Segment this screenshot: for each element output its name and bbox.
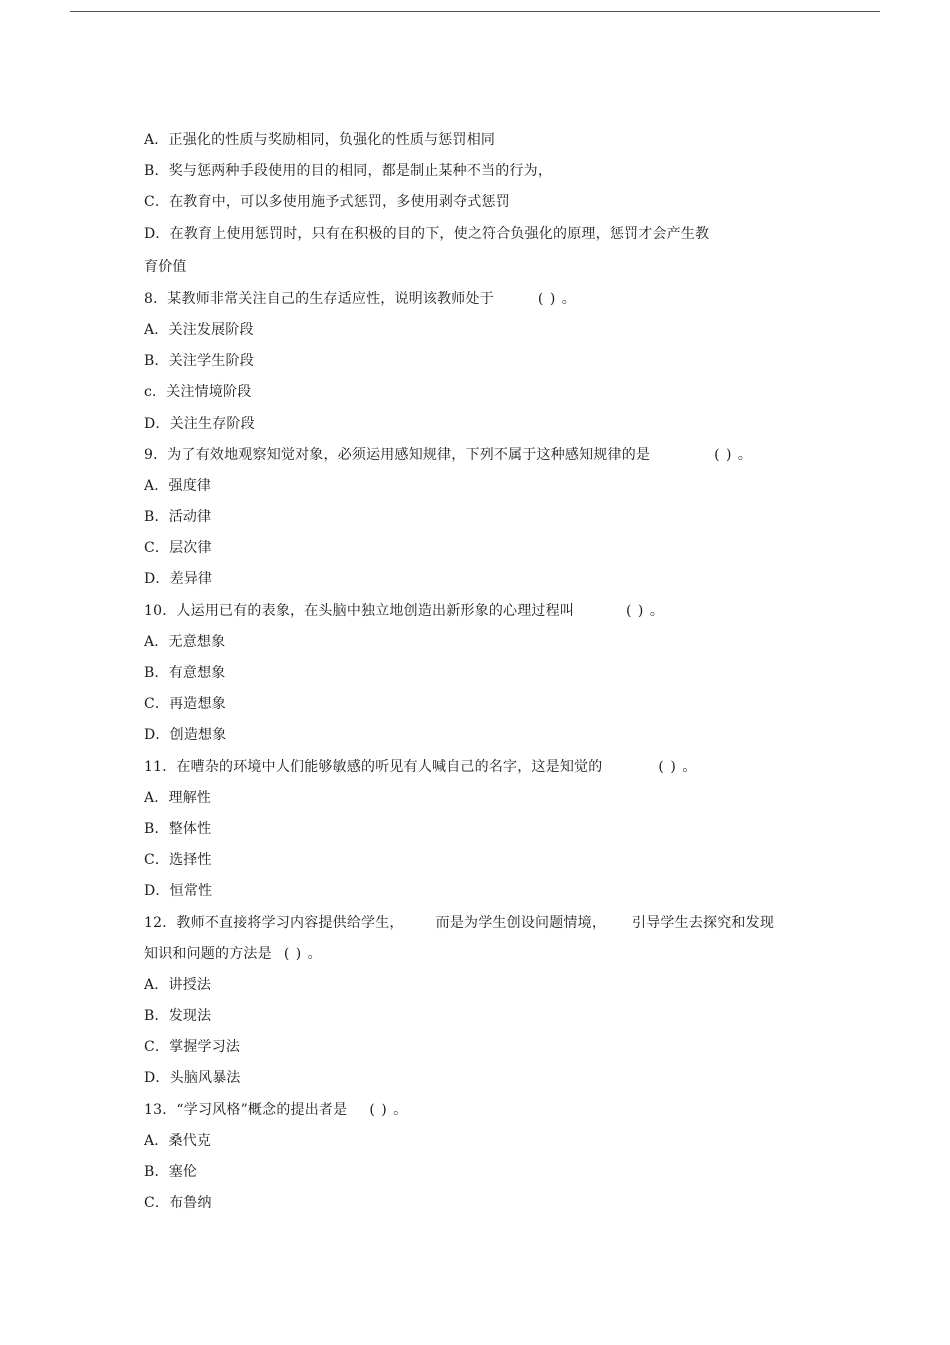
q10-option-a: A．无意想象 bbox=[144, 633, 226, 650]
q11-answer-paren: ( ) 。 bbox=[658, 758, 698, 775]
q9-answer-paren: ( ) 。 bbox=[714, 446, 753, 463]
q9-option-d: D．差异律 bbox=[144, 571, 213, 588]
q10-option-d: D．创造想象 bbox=[144, 727, 227, 744]
q10-option-b: B．有意想象 bbox=[144, 665, 226, 681]
q12-option-c: C．掌握学习法 bbox=[144, 1039, 241, 1056]
q11-stem-text: 11．在嘈杂的环境中人们能够敏感的听见有人喊自己的名字，这是知觉的 bbox=[144, 758, 603, 775]
q13-stem bbox=[144, 1095, 824, 1126]
q12-stem-continuation bbox=[144, 939, 824, 970]
q13-option-b: B．塞伦 bbox=[144, 1164, 198, 1180]
q12-stem-part-2: 而是为学生创设问题情境， bbox=[435, 914, 607, 931]
q12-answer-paren: ( ) 。 bbox=[283, 945, 323, 962]
q11-stem bbox=[144, 752, 824, 783]
q8-option-d: D．关注生存阶段 bbox=[144, 415, 255, 432]
q8-answer-paren: ( ) 。 bbox=[537, 290, 577, 307]
q12-stem-part-1: 12．教师不直接将学习内容提供给学生， bbox=[144, 914, 404, 931]
q8-stem bbox=[144, 284, 824, 315]
q7-option-d: D．在教育上使用惩罚时，只有在积极的目的下，使之符合负强化的原理，惩罚才会产生教 bbox=[144, 225, 710, 242]
q9-stem-text: 9．为了有效地观察知觉对象，必须运用感知规律，下列不属于这种感知规律的是 bbox=[144, 446, 651, 463]
q8-option-a: A．关注发展阶段 bbox=[144, 321, 254, 338]
q7-option-a: A．正强化的性质与奖励相同，负强化的性质与惩罚相同 bbox=[144, 132, 496, 148]
q12-option-a: A．讲授法 bbox=[144, 976, 212, 993]
q12-stem-cont-text: 知识和问题的方法是 bbox=[144, 945, 272, 962]
q7-option-c: C．在教育中，可以多使用施予式惩罚，多使用剥夺式惩罚 bbox=[144, 194, 510, 211]
document-body bbox=[144, 125, 824, 1219]
q12-stem bbox=[144, 908, 824, 939]
q12-option-b: B．发现法 bbox=[144, 1008, 212, 1025]
q11-option-c: C．选择性 bbox=[144, 852, 212, 869]
q10-answer-paren: ( ) 。 bbox=[626, 602, 665, 619]
q9-option-c: C．层次律 bbox=[144, 540, 212, 557]
q10-stem-text: 10．人运用已有的表象，在头脑中独立地创造出新形象的心理过程叫 bbox=[144, 602, 575, 619]
q9-option-b: B．活动律 bbox=[144, 509, 212, 526]
q11-option-a: A．理解性 bbox=[144, 789, 212, 806]
q7-option-d-continuation: 育价值 bbox=[144, 258, 187, 275]
q13-option-a: A．桑代克 bbox=[144, 1132, 212, 1149]
q13-answer-paren: ( ) 。 bbox=[369, 1101, 409, 1118]
q11-option-b: B．整体性 bbox=[144, 820, 212, 837]
q13-stem-text: 13．“学习风格”概念的提出者是 bbox=[144, 1101, 348, 1118]
q10-stem bbox=[144, 596, 824, 627]
q11-option-d: D．恒常性 bbox=[144, 883, 213, 900]
q13-option-c: C．布鲁纳 bbox=[144, 1195, 212, 1212]
q8-stem-text: 8．某教师非常关注自己的生存适应性，说明该教师处于 bbox=[144, 290, 494, 307]
q8-option-c: c．关注情境阶段 bbox=[144, 384, 252, 401]
q9-stem bbox=[144, 440, 824, 471]
q12-option-d: D．头脑风暴法 bbox=[144, 1070, 241, 1087]
header-rule bbox=[70, 11, 880, 12]
q7-option-b: B．奖与惩两种手段使用的目的相同，都是制止某种不当的行为， bbox=[144, 163, 553, 180]
q10-option-c: C．再造想象 bbox=[144, 696, 226, 713]
q8-option-b: B．关注学生阶段 bbox=[144, 353, 254, 370]
q9-option-a: A．强度律 bbox=[144, 477, 212, 494]
q12-stem-part-3: 引导学生去探究和发现 bbox=[632, 914, 775, 931]
